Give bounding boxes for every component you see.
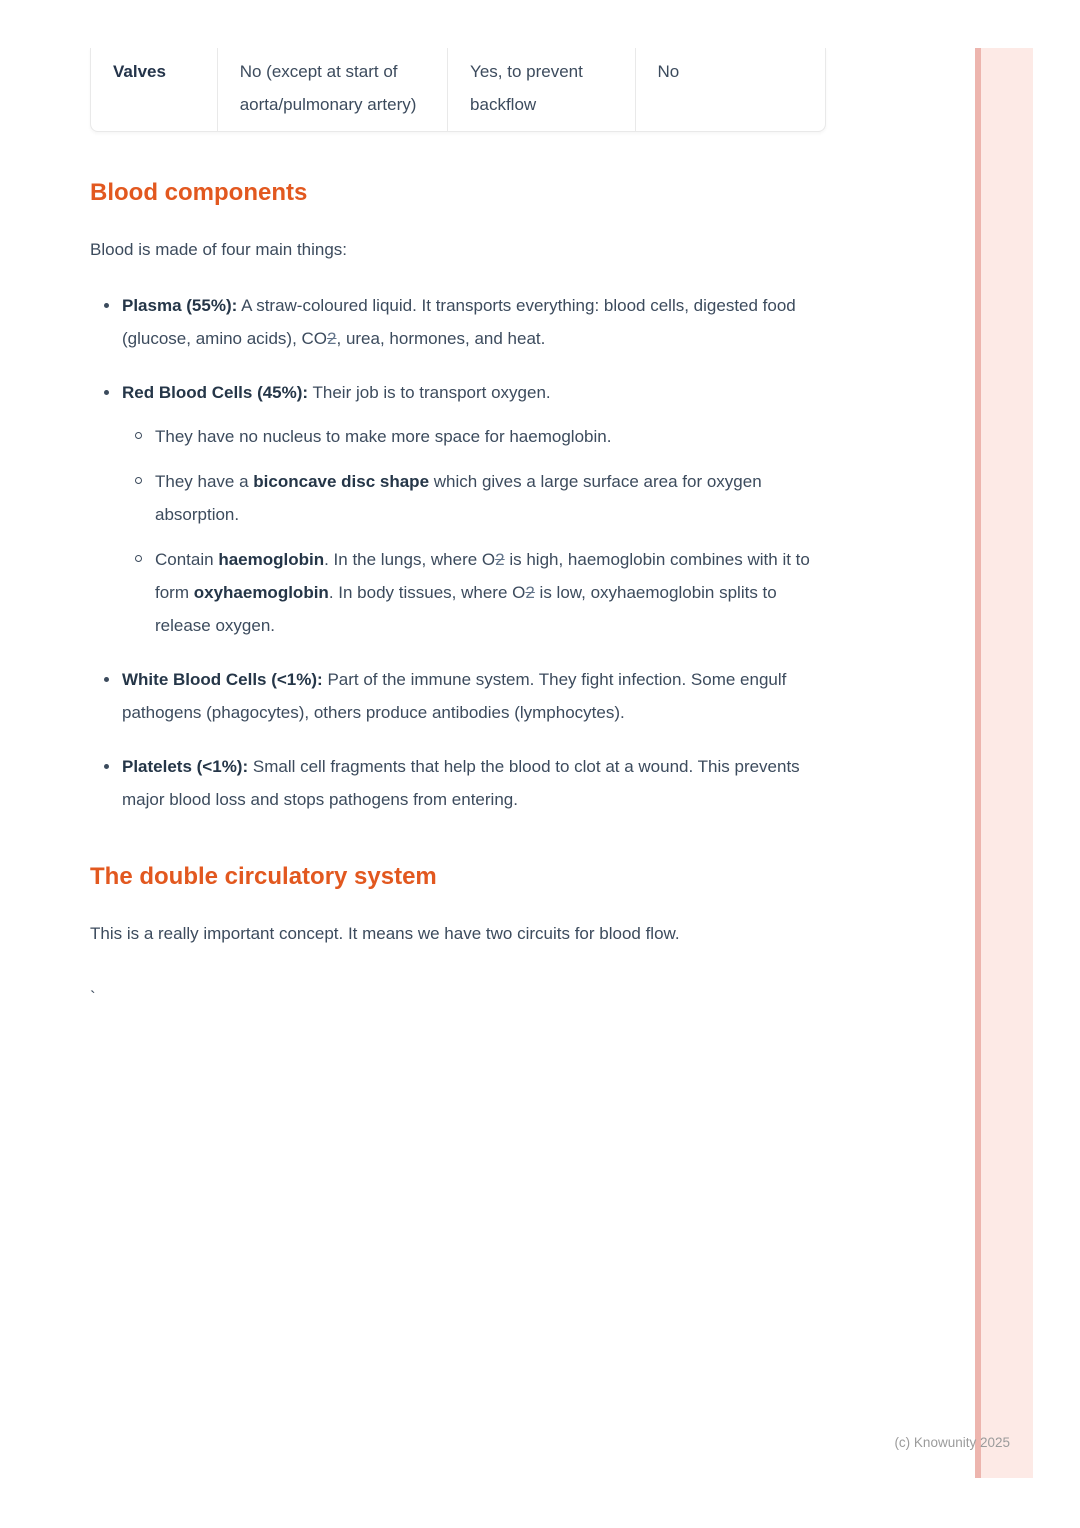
open-bullet-icon (135, 477, 142, 484)
page-edge-stripe (975, 48, 1033, 1478)
blood-components-list (90, 289, 830, 816)
sublist-item-text: They have no nucleus to make more space for haemoglobin. (155, 427, 612, 446)
table-cell-text: No (657, 62, 680, 81)
list-item-platelets (90, 750, 830, 816)
list-item-text: White Blood Cells (<1%): Part of the immune system. They fight infection. Some engulf pathogens (phagocytes), others produce antibodies (lymphocytes). (122, 670, 787, 722)
list-item-text: Platelets (<1%): Small cell fragments that help the blood to clot at a wound. This prevents major blood loss and stops pathogens from entering. (122, 757, 800, 809)
table-cell-text: No (except at start of aorta/pulmonary artery) (239, 62, 417, 114)
heading-blood-components: Blood components (90, 179, 308, 206)
sublist-item-text: They have a biconcave disc shape which gives a large surface area for oxygen absorption. (155, 472, 762, 524)
list-item-red-blood-cells (90, 376, 830, 642)
table-cell-valves-label (91, 48, 217, 131)
bullet-icon (104, 303, 109, 308)
sublist-item-nucleus (122, 420, 830, 453)
stray-backtick-text: ` (90, 988, 96, 1007)
copyright-notice: (c) Knowunity 2025 (894, 1435, 1010, 1450)
heading-double-circulatory-system: The double circulatory system (90, 863, 437, 890)
table-cell-veins (447, 48, 634, 131)
subscript-2: 2 (327, 329, 337, 348)
open-bullet-icon (135, 432, 142, 439)
table-cell-text: Yes, to prevent backflow (470, 62, 583, 114)
bullet-icon (104, 390, 109, 395)
sublist-item-haemoglobin (122, 543, 830, 642)
concept-paragraph: This is a really important concept. It means we have two circuits for blood flow. (90, 924, 680, 943)
bullet-icon (104, 764, 109, 769)
list-item-plasma (90, 289, 830, 355)
comparison-table-fragment (90, 48, 826, 132)
table-cell-text: Valves (113, 62, 166, 81)
list-item-white-blood-cells (90, 663, 830, 729)
subscript-2: 2 (495, 550, 505, 569)
list-item-text: Plasma (55%): A straw-coloured liquid. It transports everything: blood cells, digested food (glucose, amino acids), CO2, urea, hormones, and heat. (122, 296, 796, 348)
subscript-2: 2 (525, 583, 535, 602)
list-item-text: Red Blood Cells (45%): Their job is to transport oxygen. They have no nucleus to make more space for haemoglobin. They have a biconcave disc shape which gives a large surface area for oxygen absorption. Contain haemoglobin. In the lungs, where O2 is high, haemoglobin combines with it to form oxyhaemoglobin. In body tissues, where O2 is low, oxyhaemoglobin splits to release oxygen. (122, 376, 830, 642)
open-bullet-icon (135, 555, 142, 562)
table-cell-capillaries (635, 48, 825, 131)
table-cell-arteries (217, 48, 447, 131)
sublist-item-text: Contain haemoglobin. In the lungs, where O2 is high, haemoglobin combines with it to form oxyhaemoglobin. In body tissues, where O2 is low, oxyhaemoglobin splits to release oxygen. (155, 550, 810, 635)
intro-paragraph: Blood is made of four main things: (90, 240, 348, 259)
sublist-item-biconcave (122, 465, 830, 531)
rbc-sublist (122, 420, 830, 642)
bullet-icon (104, 677, 109, 682)
document-content (90, 48, 830, 1014)
